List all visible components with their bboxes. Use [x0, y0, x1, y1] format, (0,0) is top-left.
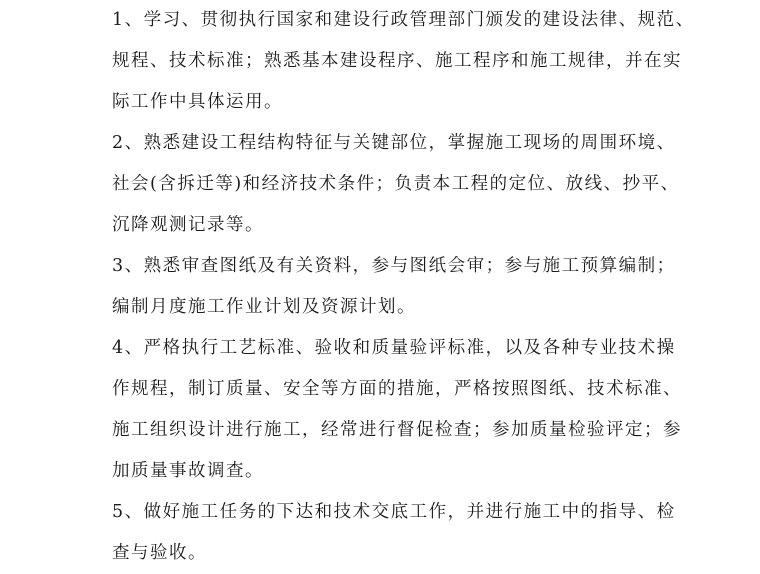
duty-item-3-line-1: 3、熟悉审查图纸及有关资料，参与图纸会审；参与施工预算编制； — [112, 256, 676, 276]
duty-item-3 — [112, 246, 676, 328]
duty-item-2-line-1: 2、熟悉建设工程结构特征与关键部位，掌握施工现场的周围环境、 — [112, 133, 676, 153]
duty-item-1-line-3: 际工作中具体运用。 — [112, 92, 283, 112]
duty-item-1-line-2: 规程、技术标准；熟悉基本建设程序、施工程序和施工规律，并在实 — [112, 51, 682, 71]
duty-item-4-line-4: 加质量事故调查。 — [112, 461, 264, 481]
duty-item-4-line-3: 施工组织设计进行施工，经常进行督促检查；参加质量检验评定；参 — [112, 420, 682, 440]
duty-list — [112, 0, 695, 574]
duty-item-2 — [112, 123, 680, 246]
duty-item-1-line-1: 1、学习、贯彻执行国家和建设行政管理部门颁发的建设法律、规范、 — [112, 10, 695, 30]
duty-item-5-line-1: 5、做好施工任务的下达和技术交底工作，并进行施工中的指导、检 — [112, 502, 676, 522]
duty-item-2-line-3: 沉降观测记录等。 — [112, 215, 264, 235]
duty-item-4-line-1: 4、严格执行工艺标准、验收和质量验评标准，以及各种专业技术操 — [112, 338, 676, 358]
duty-item-2-line-2: 社会(含拆迁等)和经济技术条件；负责本工程的定位、放线、抄平、 — [112, 174, 680, 194]
duty-item-3-line-2: 编制月度施工作业计划及资源计划。 — [112, 297, 416, 317]
duty-item-1 — [112, 0, 695, 123]
duty-item-4 — [112, 328, 682, 492]
duty-item-5 — [112, 492, 676, 574]
duty-item-4-line-2: 作规程，制订质量、安全等方面的措施，严格按照图纸、技术标准、 — [112, 379, 682, 399]
duty-item-5-line-2: 查与验收。 — [112, 543, 207, 563]
